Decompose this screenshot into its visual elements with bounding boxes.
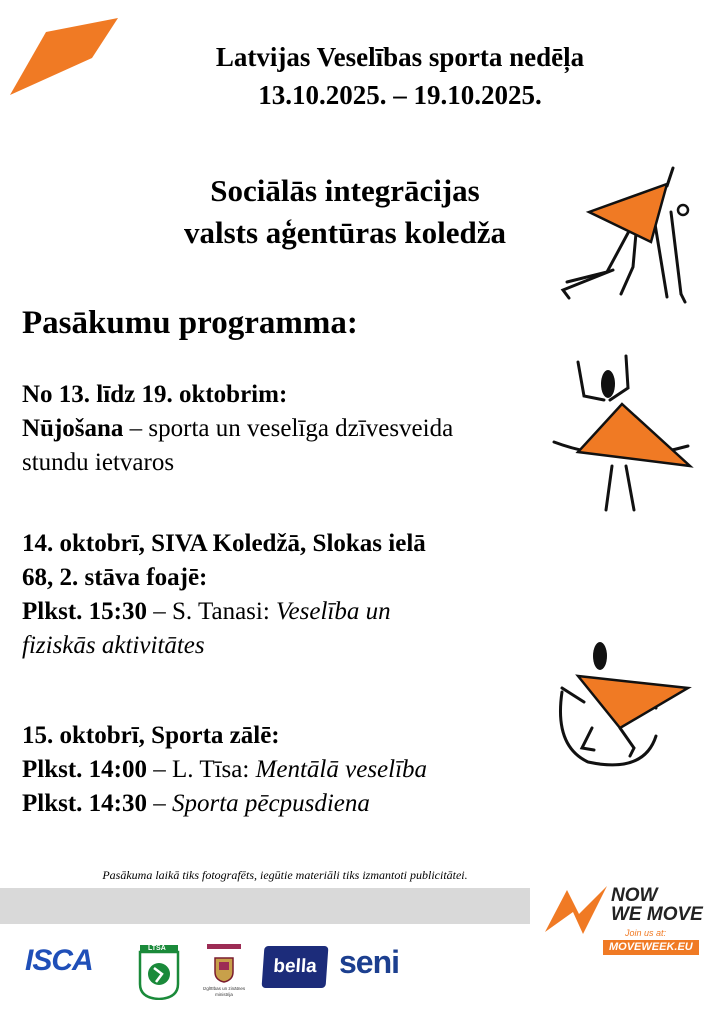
now-we-move-arrow-icon	[543, 884, 613, 940]
event-3	[22, 719, 562, 821]
event-2-time: Plkst. 15:30	[22, 598, 147, 625]
join-us-label: Join us at:	[625, 928, 667, 938]
bella-logo	[262, 946, 329, 988]
event-3-topic1: Mentālā veselība	[255, 756, 428, 783]
event-1-activity: Nūjošana	[22, 415, 124, 442]
event-2-location-line1: 14. oktobrī, SIVA Koledžā, Slokas ielā	[22, 530, 426, 557]
event-dates: 13.10.2025. – 19.10.2025.	[258, 80, 542, 110]
ministry-name: Izglītības un zinātnes ministrija	[202, 986, 246, 997]
program-heading: Pasākumu programma:	[22, 305, 358, 341]
now-we-move-line1: NOW	[611, 885, 658, 906]
ministry-logo	[198, 944, 250, 1006]
event-2-speaker: – S. Tanasi:	[147, 598, 277, 625]
event-title	[100, 38, 700, 114]
nordic-walking-figure-icon	[555, 162, 695, 307]
moveweek-url: MOVEWEEK.EU	[603, 940, 699, 955]
ltsa-logo	[138, 944, 180, 1000]
event-2	[22, 527, 562, 663]
event-3-speaker1: – L. Tīsa:	[147, 756, 256, 783]
now-we-move-logo	[543, 884, 719, 958]
organization-line1: Sociālās integrācijas	[210, 173, 480, 208]
photography-notice: Pasākuma laikā tiks fotografēts, iegūtie materiāli tiks izmantoti publicitātei.	[102, 868, 468, 882]
ministry-coat-of-arms-icon	[209, 954, 239, 984]
bella-label: bella	[272, 956, 318, 977]
footer-grey-band	[0, 888, 530, 924]
event-3-time2: Plkst. 14:30	[22, 790, 147, 817]
event-3-time1: Plkst. 14:00	[22, 756, 147, 783]
organization-line2: valsts aģentūras koledža	[183, 215, 507, 250]
event-2-topic-line2: fiziskās aktivitātes	[22, 632, 205, 659]
event-2-location-line2: 68, 2. stāva foajē:	[22, 564, 208, 591]
event-3-topic2: Sporta pēcpusdiena	[172, 790, 370, 817]
event-3-location: 15. oktobrī, Sporta zālē:	[22, 722, 280, 749]
hula-hoop-figure-icon	[548, 348, 698, 518]
ministry-bar	[207, 944, 241, 949]
event-1-description: – sporta un veselīga dzīvesveida	[123, 415, 454, 442]
event-3-dash2: –	[147, 790, 172, 817]
event-title-line1: Latvijas Veselības sporta nedēļa	[215, 42, 585, 72]
jump-rope-figure-icon	[548, 636, 693, 774]
event-1	[22, 378, 562, 480]
seni-logo: seni	[339, 944, 400, 980]
now-we-move-line2: WE MOVE	[611, 904, 703, 925]
organization-name	[70, 170, 620, 254]
event-1-description-line2: stundu ietvaros	[22, 449, 175, 476]
event-2-topic-line1: Veselība un	[276, 598, 391, 625]
ltsa-label: LTSA	[148, 945, 166, 952]
event-1-date: No 13. līdz 19. oktobrim:	[22, 381, 288, 408]
isca-logo: ISCA	[25, 944, 93, 977]
